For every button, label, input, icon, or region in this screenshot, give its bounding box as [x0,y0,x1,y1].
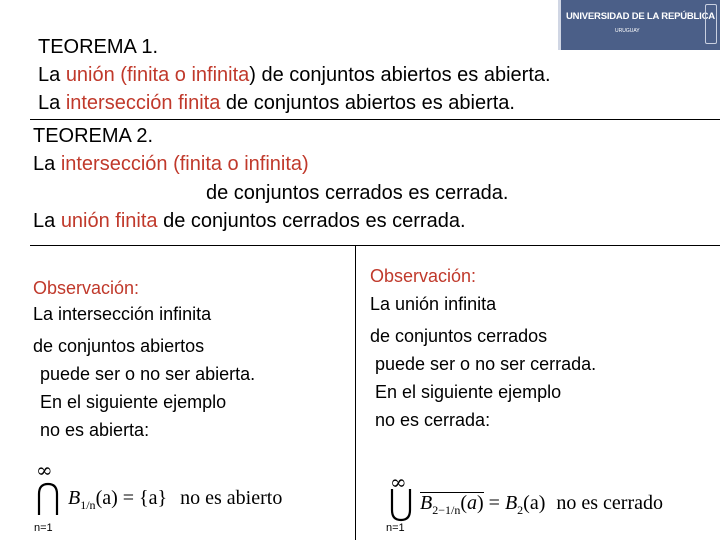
theorem2-line2: de conjuntos cerrados es cerrada. [206,182,509,204]
theorem1-line1 [38,62,551,88]
formula-right-sub: 2−1/n [432,503,461,517]
formula-left-mid: (a) = {a} [95,487,168,509]
formula-left-lower: n=1 [34,522,53,534]
obs-right-line2: de conjuntos cerrados [370,326,548,346]
obs-left-heading: Observación: [33,278,140,298]
formula-right-mid: = B [483,492,518,514]
obs-left-line1: La intersección infinita [33,304,212,324]
theorem2-line1-pre: La [33,153,61,175]
divider-vertical [355,245,356,540]
theorem1-line2-pre: La [38,92,66,114]
formula-right-body: B [420,492,433,514]
theorem2-line3-pre: La [33,210,61,232]
formula-left-body: B [68,487,81,509]
theorem2-title: TEOREMA 2. [33,125,154,147]
theorem2-line3-post: de conjuntos cerrados es cerrada. [157,210,466,232]
emblem-icon [705,4,717,44]
obs-left-line4: En el siguiente ejemplo [40,392,227,412]
obs-left-line5: no es abierta: [40,420,150,440]
formula-right-closure [420,492,484,515]
theorem1-title: TEOREMA 1. [38,36,159,58]
obs-right-line1: La unión infinita [370,294,497,314]
formula-left-upper: ∞ [36,458,53,482]
obs-right-heading: Observación: [370,266,477,286]
formula-right-mid-body: B [504,492,518,514]
formula-right-upper: ∞ [390,470,407,494]
obs-left-line2: de conjuntos abiertos [33,336,205,356]
theorem2-line3 [33,208,466,234]
obs-right-line4: En el siguiente ejemplo [375,382,562,402]
formula-right-mid-sub: 2 [517,503,524,517]
divider-top [30,119,720,120]
formula-right-mid2: (a) [523,492,546,514]
theorem1-line2-highlight: intersección finita [65,92,221,114]
theorem1-line2 [38,90,515,116]
divider-middle [30,245,720,246]
theorem2-line1 [33,151,309,177]
logo-subtitle: URUGUAY [615,28,640,34]
formula-right-lower: n=1 [386,522,405,534]
formula-left-tail: no es abierto [180,487,283,509]
big-union-icon [388,488,414,522]
obs-right-line5: no es cerrada: [375,410,491,430]
formula-right-expression [420,492,663,515]
big-intersection-icon [35,482,61,516]
formula-right-tail: no es cerrado [556,492,663,514]
obs-right-line3: puede ser o no ser cerrada. [375,354,597,374]
theorem2-line1-highlight: intersección (finita o infinita) [60,153,309,175]
formula-left-expression [68,487,282,510]
obs-left-line3: puede ser o no ser abierta. [40,364,256,384]
theorem2-line3-highlight: unión finita [60,210,158,232]
formula-right-arg: (a) [460,492,484,514]
theorem1-line2-post: de conjuntos abiertos es abierta. [220,92,515,114]
theorem1-line1-post: ) de conjuntos abiertos es abierta. [249,64,551,86]
university-logo [558,0,720,50]
logo-name: UNIVERSIDAD DE LA REPÚBLICA [566,11,715,22]
theorem1-line1-highlight: unión (finita o infinita [65,64,250,86]
formula-left-sub: 1/n [80,498,96,512]
theorem1-line1-pre: La [38,64,66,86]
